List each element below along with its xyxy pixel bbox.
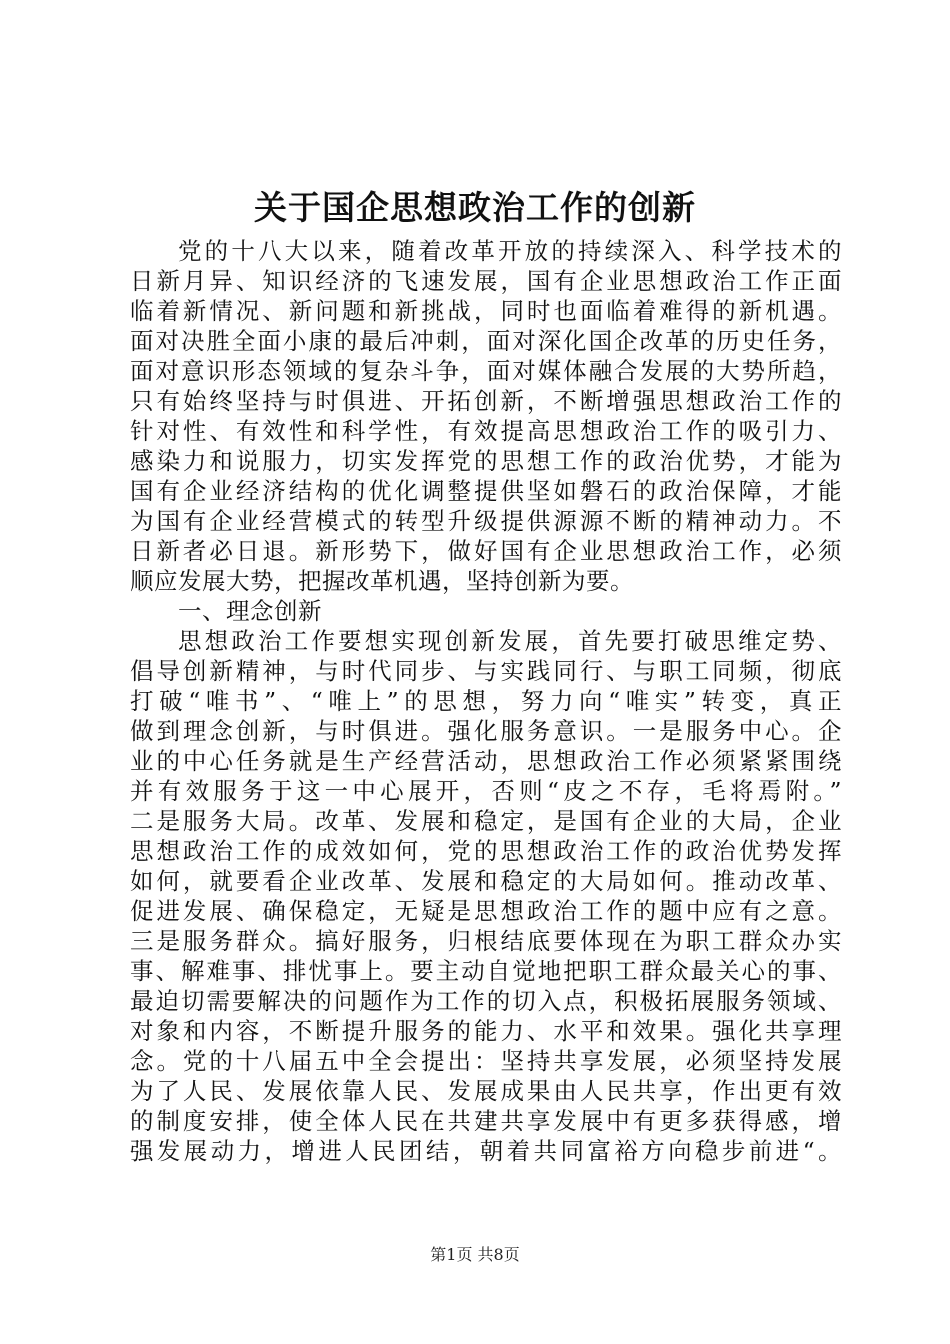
body-line: 促进发展、确保稳定，无疑是思想政治工作的题中应有之意。 — [130, 897, 842, 925]
document-title: 关于国企思想政治工作的创新 — [254, 188, 696, 227]
body-line: 业的中心任务就是生产经营活动，思想政治工作必须紧紧围绕 — [130, 747, 842, 775]
body-line: 强发展动力，增进人民团结，朝着共同富裕方向稳步前进“。 — [130, 1137, 842, 1165]
body-line: 做到理念创新，与时俱进。强化服务意识。一是服务中心。企 — [130, 717, 842, 745]
body-line: 为了人民、发展依靠人民、发展成果由人民共享，作出更有效 — [130, 1077, 842, 1105]
body-line: 三是服务群众。搞好服务，归根结底要体现在为职工群众办实 — [130, 927, 842, 955]
body-line: 倡导创新精神，与时代同步、与实践同行、与职工同频，彻底 — [130, 657, 842, 685]
body-line: 思想政治工作的成效如何，党的思想政治工作的政治优势发挥 — [130, 837, 842, 865]
body-line: 如何，就要看企业改革、发展和稳定的大局如何。推动改革、 — [130, 867, 842, 895]
body-line: 并有效服务于这一中心展开，否则“皮之不存，毛将焉附。” — [130, 777, 842, 805]
body-line: 党的十八大以来，随着改革开放的持续深入、科学技术的 — [178, 237, 842, 265]
body-line: 最迫切需要解决的问题作为工作的切入点，积极拓展服务领域、 — [130, 987, 842, 1015]
body-line: 日新者必日退。新形势下，做好国有企业思想政治工作，必须 — [130, 537, 842, 565]
body-line: 事、解难事、排忧事上。要主动自觉地把职工群众最关心的事、 — [130, 957, 842, 985]
page-number: 第1页 共8页 — [430, 1245, 520, 1264]
body-line: 感染力和说服力，切实发挥党的思想工作的政治优势，才能为 — [130, 447, 842, 475]
body-line: 思想政治工作要想实现创新发展，首先要打破思维定势、 — [178, 627, 842, 655]
body-line: 念。党的十八届五中全会提出：坚持共享发展，必须坚持发展 — [130, 1047, 842, 1075]
body-line: 日新月异、知识经济的飞速发展，国有企业思想政治工作正面 — [130, 267, 842, 295]
body-line: 面对意识形态领域的复杂斗争，面对媒体融合发展的大势所趋， — [130, 357, 842, 385]
body-line: 二是服务大局。改革、发展和稳定，是国有企业的大局，企业 — [130, 807, 842, 835]
section-heading: 一、理念创新 — [178, 597, 322, 625]
body-line: 打破“唯书”、“唯上”的思想，努力向“唯实”转变，真正 — [130, 687, 842, 715]
body-line: 只有始终坚持与时俱进、开拓创新，不断增强思想政治工作的 — [130, 387, 842, 415]
body-line: 临着新情况、新问题和新挑战，同时也面临着难得的新机遇。 — [130, 297, 842, 325]
body-line: 面对决胜全面小康的最后冲刺，面对深化国企改革的历史任务， — [130, 327, 842, 355]
body-line: 顺应发展大势，把握改革机遇，坚持创新为要。 — [130, 567, 634, 595]
body-line: 国有企业经济结构的优化调整提供坚如磐石的政治保障，才能 — [130, 477, 842, 505]
body-line: 的制度安排，使全体人民在共建共享发展中有更多获得感，增 — [130, 1107, 842, 1135]
document-body — [130, 236, 842, 1166]
body-line: 针对性、有效性和科学性，有效提高思想政治工作的吸引力、 — [130, 417, 842, 445]
body-line: 对象和内容，不断提升服务的能力、水平和效果。强化共享理 — [130, 1017, 842, 1045]
body-line: 为国有企业经营模式的转型升级提供源源不断的精神动力。不 — [130, 507, 842, 535]
